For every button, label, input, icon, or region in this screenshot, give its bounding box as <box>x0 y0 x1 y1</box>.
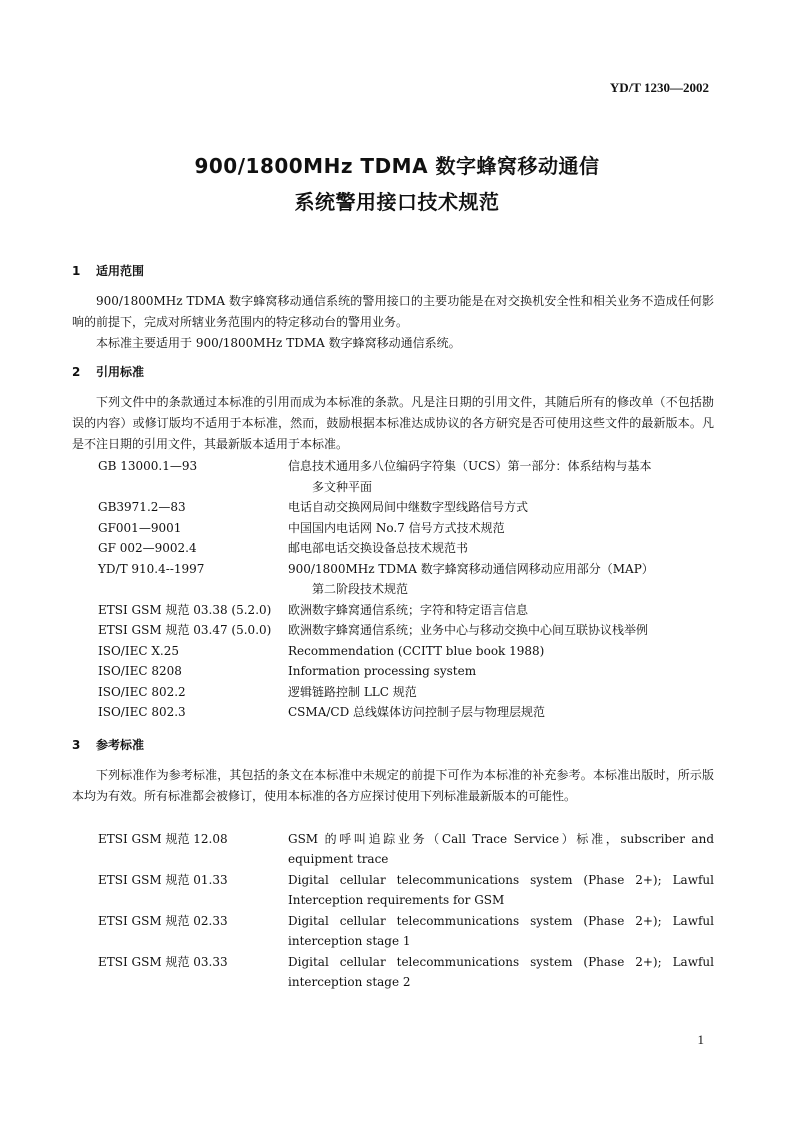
reference-row <box>98 829 714 869</box>
document-title-line-2: 系统警用接口技术规范 <box>294 190 500 214</box>
reference-row <box>98 870 714 910</box>
reference-title: 邮电部电话交换设备总技术规范书 <box>288 541 469 555</box>
reference-title: 逻辑链路控制 LLC 规范 <box>288 684 417 699</box>
paragraph: 900/1800MHz TDMA 数字蜂窝移动通信系统的警用接口的主要功能是在对交换机安全性和相关业务不造成任何影响的前提下，完成对所辖业务范围内的特定移动台的警用业务。 <box>72 294 714 329</box>
reference-title: Digital cellular telecommunications system (Phase 2+); Lawful interception stage 2 <box>288 955 714 989</box>
reference-row <box>98 497 714 518</box>
section-number: 1 <box>72 264 81 278</box>
reference-title: 欧洲数字蜂窝通信系统；业务中心与移动交换中心间互联协议栈举例 <box>288 623 649 637</box>
reference-code: GF 002—9002.4 <box>98 541 197 555</box>
section-2-heading <box>72 363 144 380</box>
page-number: 1 <box>697 1032 704 1047</box>
reference-code: ISO/IEC 8208 <box>98 664 182 678</box>
section-number: 2 <box>72 365 81 379</box>
reference-code: ISO/IEC 802.2 <box>98 684 186 699</box>
paragraph: 本标准主要适用于 900/1800MHz TDMA 数字蜂窝移动通信系统。 <box>96 336 461 350</box>
section-title: 适用范围 <box>96 264 145 278</box>
reference-code: GB 13000.1—93 <box>98 459 198 473</box>
section-number: 3 <box>72 738 81 752</box>
reference-code: YD/T 910.4--1997 <box>98 561 205 576</box>
reference-title: Digital cellular telecommunications system (Phase 2+); Lawful Interception requirements for GSM <box>288 873 714 907</box>
reference-title: 中国国内电话网 No.7 信号方式技术规范 <box>288 520 505 535</box>
reference-row <box>98 559 714 600</box>
reference-code: GF001—9001 <box>98 520 182 535</box>
reference-row <box>98 641 714 662</box>
reference-row <box>98 702 714 723</box>
reference-title: Digital cellular telecommunications system (Phase 2+); Lawful interception stage 1 <box>288 914 714 948</box>
reference-title: 欧洲数字蜂窝通信系统；字符和特定语言信息 <box>288 602 529 617</box>
section-3-intro <box>72 765 714 807</box>
section-3-heading <box>72 736 144 753</box>
reference-title: GSM 的呼叫追踪业务（Call Trace Service）标准，subscriber and equipment trace <box>288 832 714 866</box>
paragraph: 下列标准作为参考标准，其包括的条文在本标准中未规定的前提下可作为本标准的补充参考。本标准出版时，所示版本均为有效。所有标准都会被修订，使用本标准的各方应探讨使用下列标准最新版本的可能性。 <box>72 768 714 803</box>
reference-row <box>98 600 714 621</box>
section-title: 参考标准 <box>96 738 145 752</box>
reference-code: ETSI GSM 规范 03.33 <box>98 955 228 969</box>
section-2-intro <box>72 392 714 455</box>
reference-title: 信息技术通用多八位编码字符集（UCS）第一部分：体系结构与基本 多文种平面 <box>288 459 652 494</box>
reference-title: CSMA/CD 总线媒体访问控制子层与物理层规范 <box>288 705 546 719</box>
reference-row <box>98 456 714 497</box>
reference-code: ISO/IEC X.25 <box>98 643 179 658</box>
paragraph: 下列文件中的条款通过本标准的引用而成为本标准的条款。凡是注日期的引用文件，其随后所有的修改单（不包括勘误的内容）或修订版均不适用于本标准，然而，鼓励根据本标准达成协议的各方研究是否可使用这些文件的最新版本。凡是不注日期的引用文件，其最新版本适用于本标准。 <box>72 395 714 451</box>
normative-references-list <box>98 456 714 723</box>
reference-row <box>98 538 714 559</box>
reference-row <box>98 661 714 682</box>
reference-code: ETSI GSM 规范 01.33 <box>98 873 228 887</box>
reference-code: ETSI GSM 规范 03.38 (5.2.0) <box>98 602 272 617</box>
reference-title: Information processing system <box>288 664 477 678</box>
informative-references-list <box>98 829 714 993</box>
section-title: 引用标准 <box>96 365 145 379</box>
reference-title: Recommendation (CCITT blue book 1988) <box>288 643 545 658</box>
reference-row <box>98 952 714 992</box>
reference-row <box>98 518 714 539</box>
reference-code: ETSI GSM 规范 02.33 <box>98 914 228 928</box>
reference-title: 900/1800MHz TDMA 数字蜂窝移动通信网移动应用部分（MAP） 第二阶段技术规范 <box>288 561 654 596</box>
document-title-line-1: 900/1800MHz TDMA 数字蜂窝移动通信 <box>194 154 600 178</box>
reference-code: ISO/IEC 802.3 <box>98 705 186 719</box>
reference-code: GB3971.2—83 <box>98 500 186 514</box>
reference-row <box>98 911 714 951</box>
reference-row <box>98 620 714 641</box>
reference-title: 电话自动交换网局间中继数字型线路信号方式 <box>288 500 529 514</box>
section-1-body <box>72 291 714 354</box>
reference-code: ETSI GSM 规范 03.47 (5.0.0) <box>98 623 272 637</box>
standard-number: YD/T 1230—2002 <box>609 80 709 95</box>
section-1-heading <box>72 262 144 279</box>
reference-code: ETSI GSM 规范 12.08 <box>98 832 228 846</box>
reference-row <box>98 682 714 703</box>
